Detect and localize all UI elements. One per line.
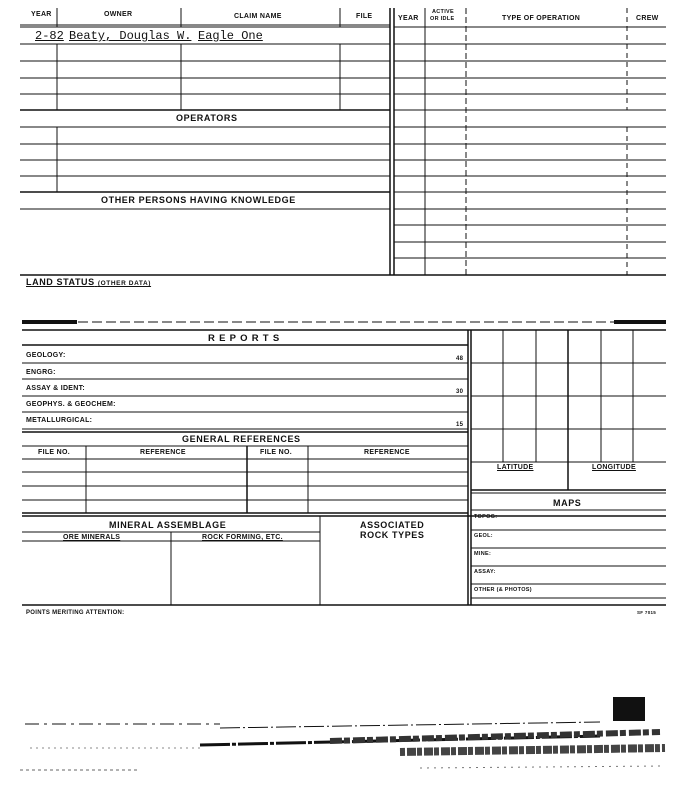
rock-forming-header: ROCK FORMING, ETC.: [202, 534, 283, 541]
ref-file-no-1-header: FILE NO.: [38, 449, 70, 456]
divider-mark-left: [22, 320, 77, 324]
crew-header: CREW: [636, 15, 659, 22]
maps-assay-label: ASSAY:: [474, 569, 496, 575]
report-engrg-label: ENGRG:: [26, 369, 56, 376]
claim-entry-owner: Beaty, Douglas W.: [69, 29, 192, 43]
scan-noise: [20, 722, 665, 770]
maps-mine-label: MINE:: [474, 551, 492, 557]
report-geophys-label: GEOPHYS. & GEOCHEM:: [26, 401, 116, 408]
form-number: SF 7015: [637, 610, 657, 615]
maps-topog-label: TOPOG:: [474, 514, 498, 520]
associated-header-line2: ROCK TYPES: [360, 530, 425, 540]
report-assay-label: ASSAY & IDENT:: [26, 385, 86, 392]
ref-reference-1-header: REFERENCE: [140, 449, 186, 456]
report-assay-num: 30: [456, 389, 464, 395]
scan-block: [613, 697, 645, 721]
report-geology-label: GEOLOGY:: [26, 352, 66, 359]
other-persons-title: OTHER PERSONS HAVING KNOWLEDGE: [101, 195, 296, 205]
mineral-assemblage-title: MINERAL ASSEMBLAGE: [109, 520, 227, 530]
claim-entry-name: Eagle One: [198, 29, 263, 43]
ref-file-no-2-header: FILE NO.: [260, 449, 292, 456]
report-metallurgical-num: 15: [456, 422, 464, 428]
operations-table-lines: [20, 8, 666, 275]
type-of-operation-header: TYPE OF OPERATION: [502, 15, 581, 22]
ref-reference-2-header: REFERENCE: [364, 449, 410, 456]
points-meriting-attention-label: POINTS MERITING ATTENTION:: [26, 610, 125, 616]
file-header: FILE: [356, 13, 373, 20]
owner-header: OWNER: [104, 11, 133, 18]
operators-title: OPERATORS: [176, 113, 238, 123]
active-header-line2: OR IDLE: [430, 16, 455, 22]
land-status-label: [26, 277, 151, 287]
longitude-label: LONGITUDE: [592, 464, 636, 471]
claim-table-lines: [20, 8, 394, 275]
associated-header-line1: ASSOCIATED: [360, 520, 425, 530]
latitude-label: LATITUDE: [497, 464, 534, 471]
ore-minerals-header: ORE MINERALS: [63, 534, 121, 541]
land-status-text: LAND STATUS: [26, 277, 95, 287]
claim-year-header: YEAR: [31, 11, 52, 18]
maps-lines: [471, 510, 666, 598]
report-geology-num: 48: [456, 356, 464, 362]
maps-title: MAPS: [553, 498, 582, 508]
land-status-sub: (OTHER DATA): [97, 280, 152, 287]
reports-lines: [22, 330, 666, 605]
general-references-title: GENERAL REFERENCES: [182, 434, 301, 444]
reports-title: R E P O R T S: [208, 333, 280, 344]
maps-other-label: OTHER (& PHOTOS): [474, 587, 532, 593]
maps-geol-label: GEOL:: [474, 533, 493, 539]
divider-mark-right: [614, 320, 666, 324]
report-metallurgical-label: METALLURGICAL:: [26, 417, 93, 424]
operations-year-header: YEAR: [398, 15, 419, 22]
claim-entry-year: 2-82: [35, 29, 64, 43]
claim-name-header: CLAIM NAME: [234, 13, 282, 20]
active-header-line1: ACTIVE: [432, 9, 454, 15]
